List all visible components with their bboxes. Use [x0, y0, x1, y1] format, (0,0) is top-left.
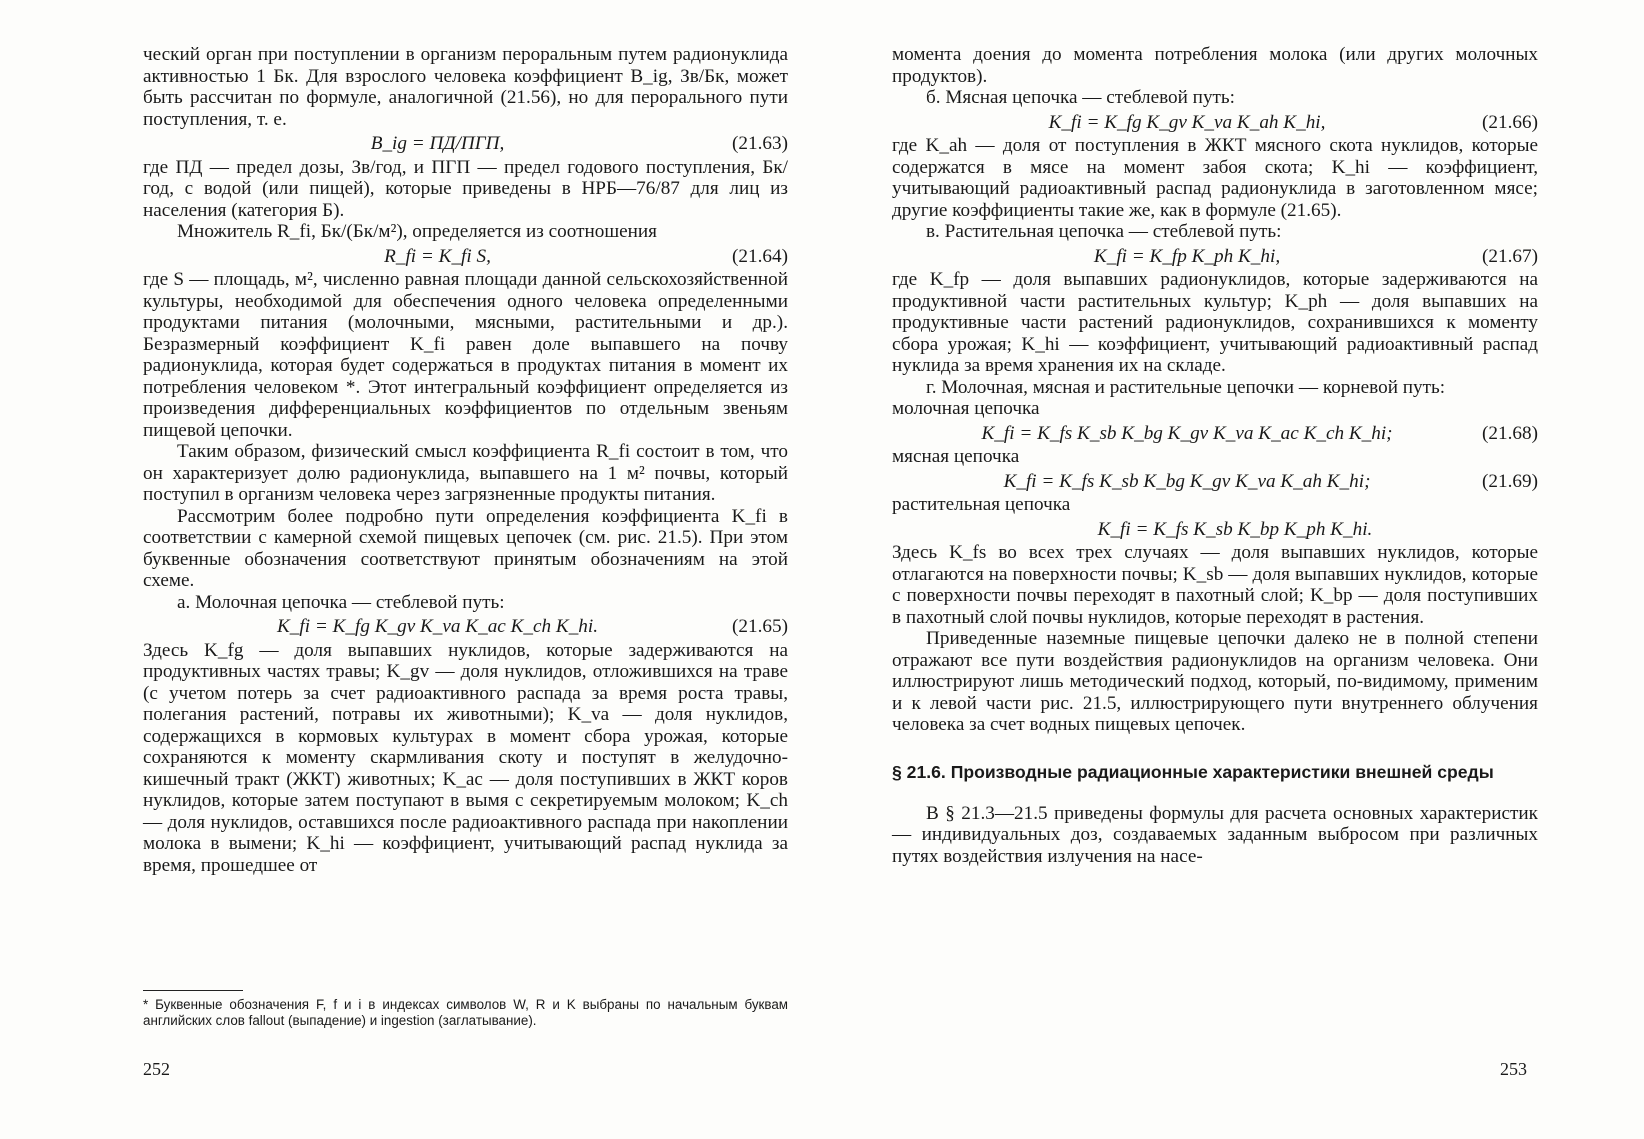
paragraph: а. Молочная цепочка — стеблевой путь:	[177, 591, 505, 613]
paragraph: мясная цепочка	[892, 446, 1020, 467]
equation	[892, 519, 1538, 541]
paragraph: Приведенные наземные пищевые цепочки далеко не в полной степени отражают все пути воздействия радионуклидов на организм человека. Они иллюстрируют лишь методический подход, который, по-видимому, применим и к левой части рис. 21.5, иллюстрирующего пути внутреннего облучения человека за счет водных пищевых цепочек.	[892, 628, 1538, 735]
page-number: 253	[1500, 1059, 1527, 1079]
paragraph: где ПД — предел дозы, Зв/год, и ПГП — предел годового поступления, Бк/год, с водой (или пищей), которые приведены в НРБ—76/87 для лиц из населения (категория Б).	[143, 156, 788, 221]
paragraph: где S — площадь, м², численно равная площади данной сельскохозяйственной культуры, необходимой для обеспечения одного человека определенными продуктами питания (молочными, мясными, растительными и др.). Безразмерный коэффициент K_fi равен доле выпавшего на почву радионуклида, которая будет содержаться в продуктах питания в момент их потребления человеком *. Этот интегральный коэффициент определяется из произведения дифференциальных коэффициентов по отдельным звеньям пищевой цепочки.	[143, 269, 788, 441]
paragraph: где K_fp — доля выпавших радионуклидов, которые задерживаются на продуктивной части растительных культур; K_ph — доля выпавших на продуктивные части растений радионуклидов, сохранившихся к моменту сбора урожая; K_hi — коэффициент, учитывающий радиоактивный распад нуклида за время хранения их на складе.	[892, 269, 1538, 376]
equation-number: (21.69)	[1482, 470, 1538, 492]
equation-formula: K_fi = K_fg K_gv K_va K_ac K_ch K_hi.	[277, 616, 599, 637]
paragraph: в. Растительная цепочка — стеблевой путь:	[926, 221, 1282, 242]
paragraph: растительная цепочка	[892, 494, 1071, 515]
equation-number: (21.67)	[1482, 245, 1538, 267]
equation-formula: B_ig = ПД/ПГП,	[370, 133, 505, 154]
page-number: 252	[143, 1059, 170, 1079]
footnote-rule	[143, 990, 243, 991]
equation-formula: K_fi = K_fg K_gv K_va K_ah K_hi,	[1048, 111, 1326, 133]
paragraph: Здесь K_fs во всех трех случаях — доля выпавших нуклидов, которые отлагаются на поверхности почвы; K_sb — доля выпавших нуклидов, которые с поверхности почвы переходят в пахотный слой; K_bp — доля поступивших в пахотный слой почвы нуклидов, которые переходят в растения.	[892, 542, 1538, 628]
equation-number: (21.66)	[1482, 111, 1538, 133]
equation	[892, 112, 1538, 134]
equation	[143, 246, 788, 268]
paragraph: где K_ah — доля от поступления в ЖКТ мясного скота нуклидов, которые содержатся в мясе на момент забоя скота; K_hi — коэффициент, учитывающий радиоактивный распад радионуклида в заготовленном мясе; другие коэффициенты такие же, как в формуле (21.65).	[892, 135, 1538, 221]
equation-number: (21.65)	[732, 616, 788, 637]
paragraph: Рассмотрим более подробно пути определения коэффициента K_fi в соответствии с камерной схемой пищевых цепочек (см. рис. 21.5). При этом буквенные обозначения соответствуют принятым обозначениям на этой схеме.	[143, 505, 788, 591]
equation-formula: K_fi = K_fp K_ph K_hi,	[1093, 245, 1281, 267]
right-text-column	[892, 44, 1538, 867]
paragraph: В § 21.3—21.5 приведены формулы для расчета основных характеристик — индивидуальных доз, создаваемых заданным выбросом при различных путях воздействия излучения на насе-	[892, 802, 1538, 867]
footnote: * Буквенные обозначения F, f и i в индексах символов W, R и K выбраны по начальным буквам английских слов fallout (выпадение) и ingestion (заглатывание).	[143, 997, 788, 1028]
equation	[143, 616, 788, 638]
equation	[143, 133, 788, 155]
equation-formula: R_fi = K_fi S,	[384, 245, 491, 267]
equation	[892, 423, 1538, 445]
paragraph: Множитель R_fi, Бк/(Бк/м²), определяется из соотношения	[177, 221, 657, 242]
equation-formula: K_fi = K_fs K_sb K_bp K_ph K_hi.	[1097, 518, 1373, 540]
equation	[892, 246, 1538, 268]
equation-formula: K_fi = K_fs K_sb K_bg K_gv K_va K_ah K_hi;	[1003, 470, 1371, 492]
paragraph: ческий орган при поступлении в организм пероральным путем радионуклида активностью 1 Бк. Для взрослого человека коэффициент B_ig, Зв/Бк, может быть рассчитан по формуле, аналогичной (21.56), но для перорального пути поступления, т. е.	[143, 44, 788, 130]
paragraph: молочная цепочка	[892, 398, 1040, 419]
section-heading: § 21.6. Производные радиационные характеристики внешней среды	[892, 761, 1494, 782]
equation	[892, 471, 1538, 493]
paragraph: г. Молочная, мясная и растительные цепочки — корневой путь:	[926, 376, 1446, 398]
left-text-column	[143, 44, 788, 876]
equation-number: (21.68)	[1482, 422, 1538, 444]
right-page	[822, 0, 1644, 1139]
paragraph: момента доения до момента потребления молока (или других молочных продуктов).	[892, 44, 1538, 87]
equation-formula: K_fi = K_fs K_sb K_bg K_gv K_va K_ac K_ch K_hi;	[981, 422, 1393, 444]
paragraph: б. Мясная цепочка — стеблевой путь:	[926, 87, 1236, 108]
paragraph: Здесь K_fg — доля выпавших нуклидов, которые задерживаются на продуктивных частях травы; K_gv — доля нуклидов, отложившихся на траве (с учетом потерь за счет радиоактивного распада за время роста травы, полегания растений, потравы их животными); K_va — доля нуклидов, содержащихся в кормовых культурах в момент сбора урожая, которые сохраняются к моменту скармливания скоту и поступят в желудочно-кишечный тракт (ЖКТ) животных; K_ac — доля поступивших в ЖКТ коров нуклидов, которые затем поступают в вымя с секретируемым молоком; K_ch — доля нуклидов, оставшихся после радиоактивного распада при накоплении молока в вымени; K_hi — коэффициент, учитывающий распад нуклида за время, прошедшее от	[143, 639, 788, 876]
equation-number: (21.64)	[732, 245, 788, 267]
equation-number: (21.63)	[732, 133, 788, 154]
paragraph: Таким образом, физический смысл коэффициента R_fi состоит в том, что он характеризует долю радионуклида, выпавшего на 1 м² почвы, который поступил в организм человека через загрязненные продукты питания.	[143, 441, 788, 505]
